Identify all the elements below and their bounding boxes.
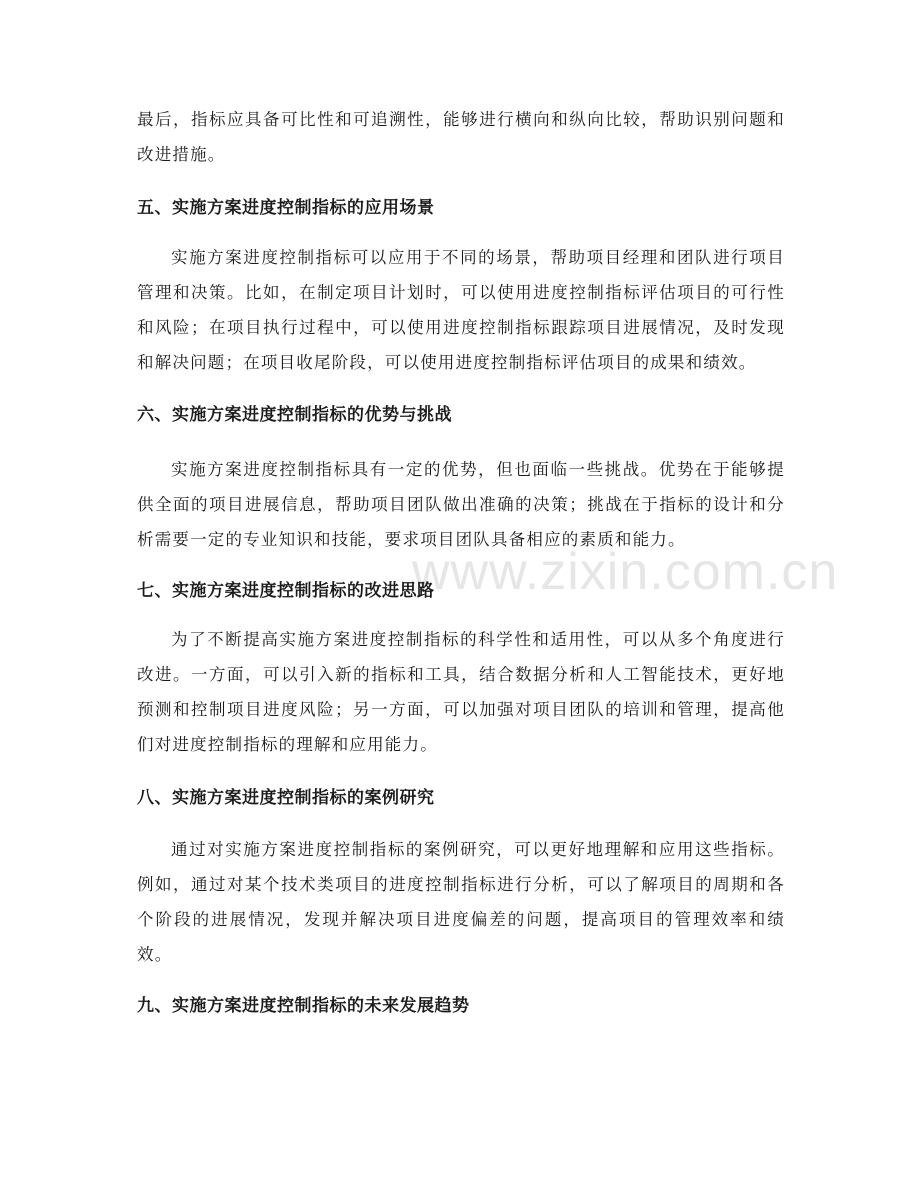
section-body-6: 实施方案进度控制指标具有一定的优势，但也面临一些挑战。优势在于能够提供全面的项目进展信息，帮助项目团队做出准确的决策；挑战在于指标的设计和分析需要一定的专业知识和技能，要求项目团队具备相应的素质和能力。	[137, 460, 785, 549]
section-heading-8: 八、实施方案进度控制指标的案例研究	[137, 788, 435, 808]
section-body-8: 通过对实施方案进度控制指标的案例研究，可以更好地理解和应用这些指标。例如，通过对某个技术类项目的进度控制指标进行分析，可以了解项目的周期和各个阶段的进展情况，发现并解决项目进度偏差的问题，提高项目的管理效率和绩效。	[137, 840, 785, 964]
section-heading-9: 九、实施方案进度控制指标的未来发展趋势	[137, 996, 470, 1016]
section-heading-6: 六、实施方案进度控制指标的优势与挑战	[137, 405, 452, 425]
section-heading-7: 七、实施方案进度控制指标的改进思路	[137, 581, 435, 601]
section-body-7: 为了不断提高实施方案进度控制指标的科学性和适用性，可以从多个角度进行改进。一方面，可以引入新的指标和工具，结合数据分析和人工智能技术，更好地预测和控制项目进度风险；另一方面，可以加强对项目团队的培训和管理，提高他们对进度控制指标的理解和应用能力。	[137, 630, 785, 754]
section-heading-5: 五、实施方案进度控制指标的应用场景	[137, 198, 435, 218]
intro-paragraph: 最后，指标应具备可比性和可追溯性，能够进行横向和纵向比较，帮助识别问题和改进措施。	[137, 110, 785, 164]
watermark: www.zixin.com.cn	[412, 543, 839, 601]
section-body-5: 实施方案进度控制指标可以应用于不同的场景，帮助项目经理和团队进行项目管理和决策。比如，在制定项目计划时，可以使用进度控制指标评估项目的可行性和风险；在项目执行过程中，可以使用进度控制指标跟踪项目进展情况，及时发现和解决问题；在项目收尾阶段，可以使用进度控制指标评估项目的成果和绩效。	[137, 248, 785, 372]
